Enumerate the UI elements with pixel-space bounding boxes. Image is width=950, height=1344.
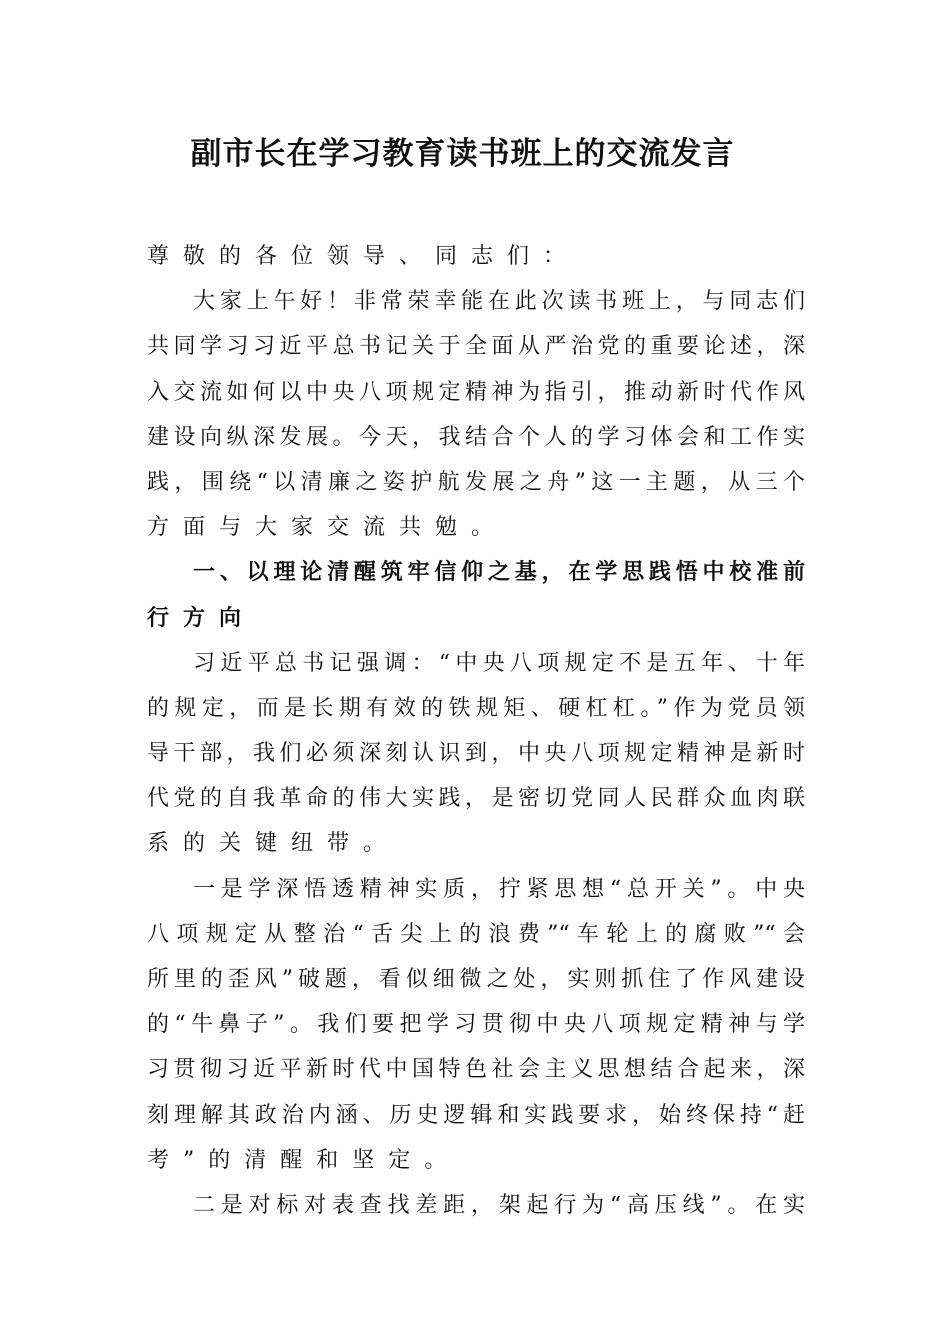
salutation: 尊敬的各位领导、同志们： — [147, 244, 580, 269]
text-line: 二是对标对表查找差距，架起行为“高压线”。在实 — [193, 1192, 805, 1218]
text-line: 共同学习习近平总书记关于全面从严治党的重要论述，深 — [147, 334, 805, 360]
text-line: 入交流如何以中央八项规定精神为指引，推动新时代作风 — [147, 379, 805, 405]
paragraph — [147, 641, 805, 867]
text-line: 大家上午好！非常荣幸能在此次读书班上，与同志们 — [193, 289, 805, 315]
text-line: 八项规定从整治“舌尖上的浪费”“车轮上的腐败”“会 — [147, 921, 805, 947]
text-line: 的“牛鼻子”。我们要把学习贯彻中央八项规定精神与学 — [147, 1012, 805, 1038]
document-title: 副市长在学习教育读书班上的交流发言 — [190, 136, 735, 172]
text-line: 方面与大家交流共勉。 — [147, 515, 508, 541]
text-line: 一是学深悟透精神实质，拧紧思想“总开关”。中央 — [193, 876, 805, 902]
text-line: 习贯彻习近平新时代中国特色社会主义思想结合起来，深 — [147, 1057, 805, 1083]
paragraph — [147, 867, 805, 1183]
text-line: 建设向纵深发展。今天，我结合个人的学习体会和工作实 — [147, 424, 805, 450]
paragraph — [147, 279, 805, 550]
text-line: 的规定，而是长期有效的铁规矩、硬杠杠。”作为党员领 — [147, 695, 805, 721]
text-line: 一、以理论清醒筑牢信仰之基，在学思践悟中校准前 — [193, 560, 805, 586]
document-body — [147, 234, 805, 1228]
text-line: 践，围绕“以清廉之姿护航发展之舟”这一主题，从三个 — [147, 469, 805, 495]
paragraphs — [147, 279, 805, 1228]
section-heading — [147, 550, 805, 640]
paragraph — [147, 1183, 805, 1228]
text-line: 习近平总书记强调：“中央八项规定不是五年、十年 — [193, 650, 805, 676]
text-line: 刻理解其政治内涵、历史逻辑和实践要求，始终保持“赶 — [147, 1102, 805, 1128]
text-line: 行方向 — [147, 605, 256, 631]
text-line: 所里的歪风”破题，看似细微之处，实则抓住了作风建设 — [147, 967, 805, 992]
text-line: 考”的清醒和坚定。 — [147, 1147, 461, 1173]
text-line: 系的关键纽带。 — [147, 831, 400, 857]
text-line: 导干部，我们必须深刻认识到，中央八项规定精神是新时 — [147, 741, 805, 767]
text-line: 代党的自我革命的伟大实践，是密切党同人民群众血肉联 — [147, 786, 805, 812]
